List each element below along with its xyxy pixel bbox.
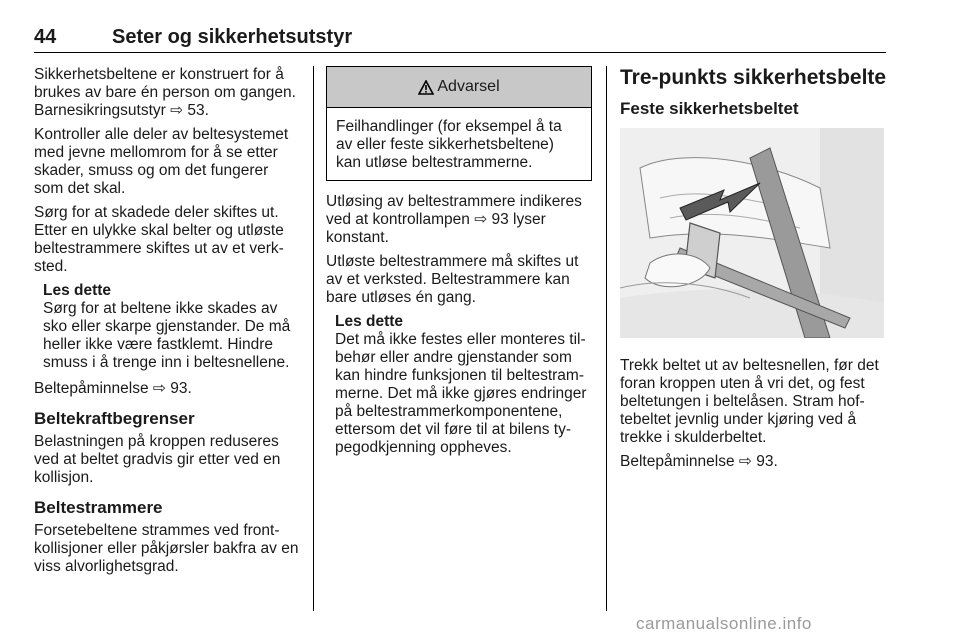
column-divider [606, 66, 607, 611]
note-box [335, 313, 592, 457]
left-column [34, 66, 300, 582]
paragraph: Trekk beltet ut av beltesnellen, før det foran kroppen uten å vri det, og fest beltetungen i beltelåsen. Stram hof-tebeltet jevnlig under kjøring ved å trekke i skulderbeltet. [620, 357, 879, 446]
warning-text: Feilhandlinger (for eksempel å ta av eller feste sikkerhetsbeltene) kan utløse beltestrammerne. [336, 118, 562, 171]
warning-triangle-icon [418, 80, 434, 95]
warning-title: Advarsel [437, 78, 500, 95]
belt-reminder: Beltepåminnelse ⇨ 93. [34, 380, 192, 397]
warning-header [327, 67, 591, 108]
page-number: 44 [34, 26, 57, 48]
watermark: carmanualsonline.info [636, 614, 812, 633]
paragraph: Sikkerhetsbeltene er konstruert for å brukes av bare én person om gangen. Barnesikringsutstyr ⇨ 53. [34, 66, 296, 119]
seatbelt-fastening-illustration [620, 128, 884, 338]
paragraph: Forsetebeltene strammes ved front-kollisjoner eller påkjørsler bakfra av en viss alvorlighetsgrad. [34, 522, 299, 575]
heading-pretensioner: Beltestrammere [34, 498, 163, 517]
section-heading: Tre-punkts sikkerhetsbelte [620, 66, 887, 89]
paragraph: Kontroller alle deler av beltesystemet med jevne mellomrom for å se etter skader, smuss og om det fungerer som det skal. [34, 126, 289, 197]
paragraph: Belastningen på kroppen reduseres ved at beltet gradvis gir etter ved en kollisjon. [34, 433, 281, 486]
subsection-heading: Feste sikkerhetsbeltet [620, 99, 799, 118]
right-column [620, 66, 888, 477]
paragraph: Utløste beltestrammere må skiftes ut av et verksted. Beltestrammere kan bare utløses én gang. [326, 253, 579, 306]
middle-column [326, 66, 592, 465]
note-title: Les dette [43, 282, 112, 299]
page-title: Seter og sikkerhetsutstyr [112, 26, 353, 48]
belt-reminder: Beltepåminnelse ⇨ 93. [620, 453, 778, 470]
warning-box [326, 66, 592, 181]
paragraph: Utløsing av beltestrammere indikeres ved at kontrollampen ⇨ 93 lyser konstant. [326, 193, 582, 246]
column-divider [313, 66, 314, 611]
note-title: Les dette [335, 313, 404, 330]
page-header [34, 24, 886, 53]
note-text: Det må ikke festes eller monteres til-behør eller andre gjenstander som kan hindre funksjonen til beltestram-merne. Det må ikke gjøres endringer på beltestrammerkomponentene, ettersom det vil føre til at bilens ty-pegodkjenning oppheves. [335, 331, 587, 456]
heading-limiter: Beltekraftbegrenser [34, 409, 195, 428]
note-box [43, 282, 300, 372]
paragraph: Sørg for at skadede deler skiftes ut. Etter en ulykke skal belter og utløste beltestrammere skiftes ut av et verk-sted. [34, 204, 284, 275]
note-text: Sørg for at beltene ikke skades av sko eller skarpe gjenstander. De må heller ikke være fastklemt. Hindre smuss i å trenge inn i beltesnellene. [43, 300, 291, 371]
